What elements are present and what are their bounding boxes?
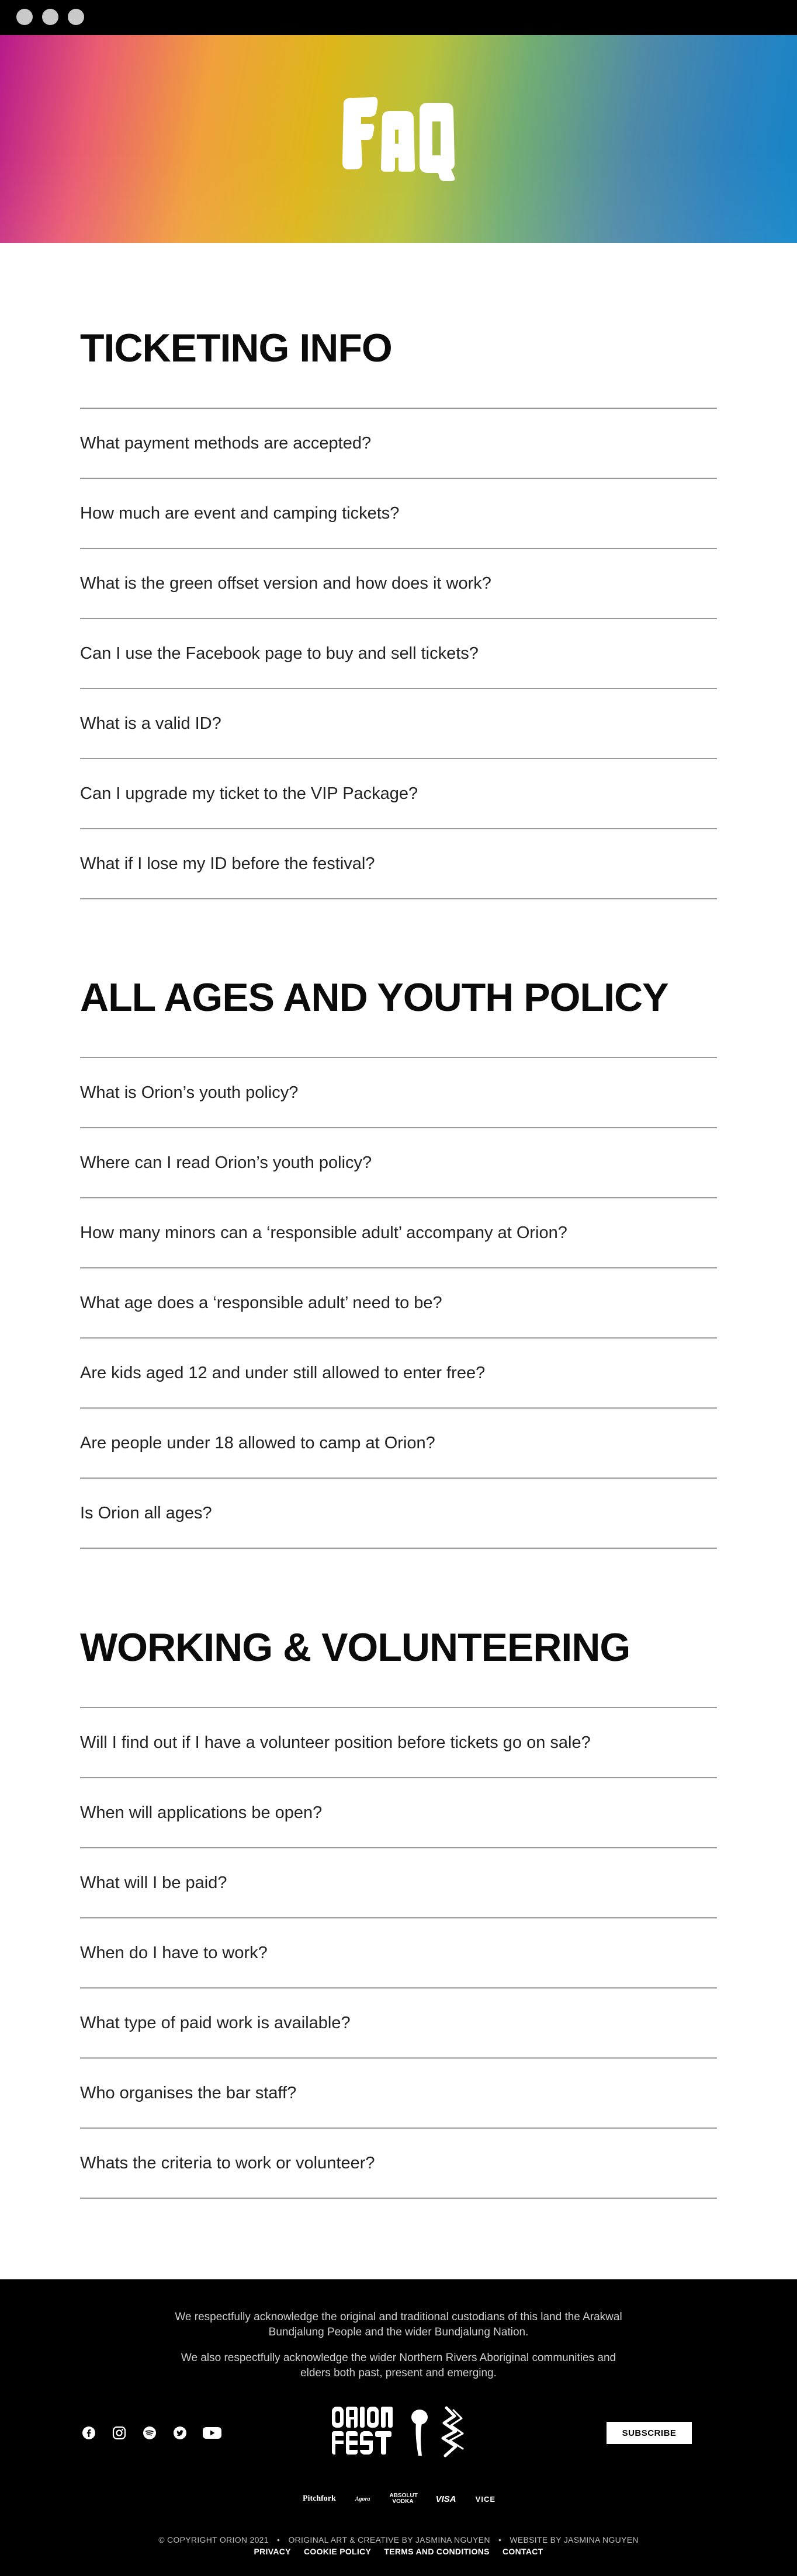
faq-question[interactable]: Will I find out if I have a volunteer position before tickets go on sale?	[80, 1708, 717, 1778]
faq-question[interactable]: What is Orion’s youth policy?	[80, 1058, 717, 1128]
faq-question[interactable]: How many minors can a ‘responsible adult’ accompany at Orion?	[80, 1198, 717, 1268]
faq-question[interactable]: How much are event and camping tickets?	[80, 479, 717, 549]
faq-list-ticketing	[80, 408, 717, 899]
hero-banner	[0, 35, 797, 243]
copyright-text: © COPYRIGHT ORION 2021	[158, 2535, 269, 2544]
acknowledgement-text-1: We respectfully acknowledge the original and traditional custodians of this land the Arakwal Bundjalung People and the wider Bundjalung Nation.	[175, 2311, 622, 2338]
section-title-working-volunteering: WORKING & VOLUNTEERING	[80, 1625, 630, 1670]
section-title-ticketing: TICKETING INFO	[80, 326, 392, 370]
window-maximize-dot[interactable]	[68, 9, 84, 25]
twitter-icon[interactable]	[171, 2424, 189, 2442]
legal-links	[223, 2547, 574, 2556]
instagram-icon[interactable]	[110, 2424, 128, 2442]
faq-question[interactable]: Are kids aged 12 and under still allowed to enter free?	[80, 1339, 717, 1409]
spotify-icon[interactable]	[141, 2424, 158, 2442]
faq-question[interactable]: What is the green offset version and how does it work?	[80, 549, 717, 619]
faq-question[interactable]: Can I upgrade my ticket to the VIP Package?	[80, 759, 717, 829]
art-credit-text: ORIGINAL ART & CREATIVE BY JASMINA NGUYEN	[288, 2535, 490, 2544]
faq-question[interactable]: Is Orion all ages?	[80, 1479, 717, 1549]
faq-list-youth-policy	[80, 1057, 717, 1549]
social-links	[80, 2424, 223, 2442]
acknowledgement-text-2: We also respectfully acknowledge the wider Northern Rivers Aboriginal communities and elders both past, present and emerging.	[181, 2352, 616, 2379]
subscribe-button[interactable]: SUBSCRIBE	[607, 2422, 692, 2444]
faq-question[interactable]: Can I use the Facebook page to buy and sell tickets?	[80, 619, 717, 689]
credits-separator: •	[277, 2535, 280, 2544]
partner-logos	[303, 2488, 495, 2509]
faq-question[interactable]: When do I have to work?	[80, 1918, 717, 1989]
faq-question[interactable]: Who organises the bar staff?	[80, 2059, 717, 2129]
partner-logo-vice: VICE	[475, 2494, 495, 2504]
faq-list-working-volunteering	[80, 1707, 717, 2199]
site-footer	[0, 2279, 797, 2576]
window-minimize-dot[interactable]	[42, 9, 58, 25]
contact-link[interactable]: CONTACT	[503, 2547, 543, 2556]
website-credit-text: WEBSITE BY JASMINA NGUYEN	[510, 2535, 639, 2544]
youtube-icon[interactable]	[202, 2424, 223, 2442]
terms-link[interactable]: TERMS AND CONDITIONS	[384, 2547, 490, 2556]
partner-logo-agora: Agora	[355, 2495, 370, 2502]
window-close-dot[interactable]	[16, 9, 33, 25]
facebook-icon[interactable]	[80, 2424, 98, 2442]
section-title-youth-policy: ALL AGES AND YOUTH POLICY	[80, 975, 668, 1020]
faq-question[interactable]: What age does a ‘responsible adult’ need to be?	[80, 1268, 717, 1339]
orion-fest-logo	[331, 2402, 471, 2460]
window-chrome-bar	[0, 0, 797, 35]
faq-question[interactable]: What is a valid ID?	[80, 689, 717, 759]
faq-logo	[340, 95, 457, 182]
faq-question[interactable]: Are people under 18 allowed to camp at Orion?	[80, 1409, 717, 1479]
faq-question[interactable]: What will I be paid?	[80, 1848, 717, 1918]
faq-question[interactable]: Where can I read Orion’s youth policy?	[80, 1128, 717, 1198]
partner-logo-absolut: ABSOLUT VODKA	[389, 2492, 418, 2505]
faq-question[interactable]: What type of paid work is available?	[80, 1989, 717, 2059]
faq-question[interactable]: When will applications be open?	[80, 1778, 717, 1848]
faq-question[interactable]: What payment methods are accepted?	[80, 409, 717, 479]
cookie-policy-link[interactable]: COOKIE POLICY	[303, 2547, 372, 2556]
faq-question[interactable]: What if I lose my ID before the festival?	[80, 829, 717, 899]
credits-separator: •	[498, 2535, 502, 2544]
partner-logo-pitchfork: Pitchfork	[303, 2494, 336, 2503]
partner-logo-visa: VISA	[435, 2494, 456, 2504]
privacy-link[interactable]: PRIVACY	[254, 2547, 291, 2556]
footer-credits	[106, 2535, 691, 2544]
faq-question[interactable]: Whats the criteria to work or volunteer?	[80, 2129, 717, 2199]
